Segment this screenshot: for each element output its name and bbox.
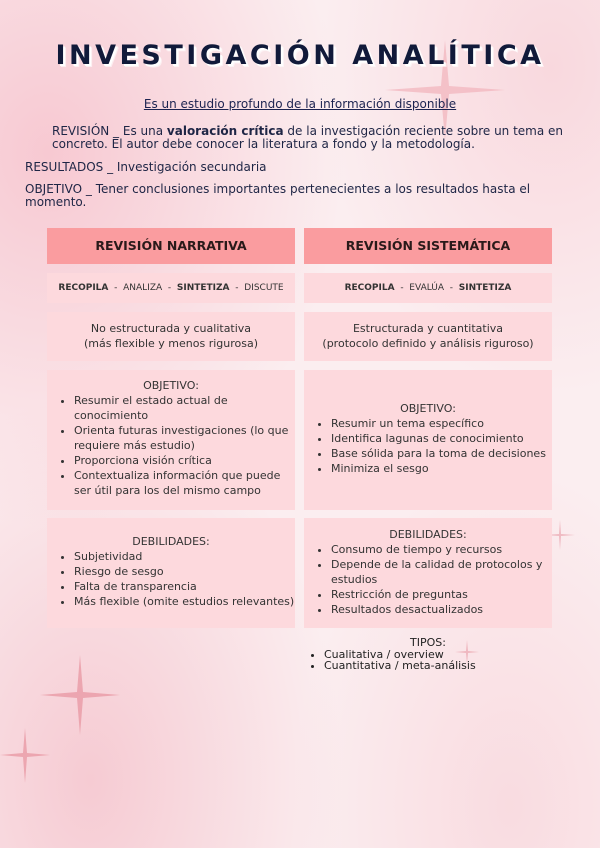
list-item: • Riesgo de sesgo bbox=[74, 564, 295, 579]
debilidades-list bbox=[47, 549, 295, 609]
sistematica-debilidades bbox=[304, 518, 552, 628]
objetivo-list bbox=[47, 393, 295, 498]
objetivo-list bbox=[304, 416, 552, 476]
page-title: INVESTIGACIÓN ANALÍTICA bbox=[55, 40, 545, 71]
step-analiza: ANALIZA bbox=[123, 283, 163, 293]
tipos-title: TIPOS: bbox=[410, 636, 446, 649]
sistematica-objetivo bbox=[304, 370, 552, 510]
list-item: • Resumir un tema específico bbox=[331, 416, 552, 431]
debilidades-list bbox=[304, 542, 552, 617]
narrativa-nature: No estructurada y cualitativa (más flexible y menos rigurosa) bbox=[47, 312, 295, 361]
sistematica-steps: RECOPILA - EVALÚA - SINTETIZA bbox=[304, 273, 552, 303]
list-item: • Resumir el estado actual de conocimiento bbox=[74, 393, 295, 423]
step-recopila: RECOPILA bbox=[58, 283, 109, 293]
debilidades-title: DEBILIDADES: bbox=[389, 528, 467, 541]
narrativa-header: REVISIÓN NARRATIVA bbox=[47, 228, 295, 264]
narrativa-objetivo bbox=[47, 370, 295, 510]
sistematica-nature: Estructurada y cuantitativa (protocolo definido y análisis riguroso) bbox=[304, 312, 552, 361]
revision-rest: de la investigación reciente sobre un tema en bbox=[283, 124, 564, 138]
list-item: • Subjetividad bbox=[74, 549, 295, 564]
sparkle-star-icon bbox=[40, 655, 120, 735]
revision-label: REVISIÓN _ Es una bbox=[52, 124, 167, 138]
list-item: • Falta de transparencia bbox=[74, 579, 295, 594]
revision-paragraph bbox=[52, 125, 572, 151]
list-item: • Orienta futuras investigaciones (lo que requiere más estudio) bbox=[74, 423, 295, 453]
list-item: • Identifica lagunas de conocimiento bbox=[331, 431, 552, 446]
sparkle-star-icon bbox=[0, 728, 50, 783]
sistematica-header: REVISIÓN SISTEMÁTICA bbox=[304, 228, 552, 264]
list-item: • Contextualiza información que puede ser útil para los del mismo campo bbox=[74, 468, 295, 498]
debilidades-title: DEBILIDADES: bbox=[132, 535, 210, 548]
resultados-paragraph: RESULTADOS _ Investigación secundaria bbox=[25, 160, 267, 174]
list-item: • Minimiza el sesgo bbox=[331, 461, 552, 476]
list-item: • Cuantitativa / meta-análisis bbox=[324, 660, 476, 671]
revision-line2: concreto. El autor debe conocer la literatura a fondo y la metodología. bbox=[52, 137, 475, 151]
step-sintetiza: SINTETIZA bbox=[176, 283, 230, 293]
list-item: • Base sólida para la toma de decisiones bbox=[331, 446, 552, 461]
objetivo-title: OBJETIVO: bbox=[143, 379, 199, 392]
list-item: • Resultados desactualizados bbox=[331, 602, 552, 617]
step-recopila: RECOPILA bbox=[344, 283, 395, 293]
tipos-section bbox=[310, 637, 476, 671]
list-item: • Proporciona visión crítica bbox=[74, 453, 295, 468]
list-item: • Consumo de tiempo y recursos bbox=[331, 542, 552, 557]
narrativa-steps: RECOPILA - ANALIZA - SINTETIZA - DISCUTE bbox=[47, 273, 295, 303]
page-subtitle: Es un estudio profundo de la información disponible bbox=[143, 97, 457, 111]
list-item: • Depende de la calidad de protocolos y estudios bbox=[331, 557, 552, 587]
objetivo-line1: OBJETIVO _ Tener conclusiones importantes pertenecientes a los resultados hasta el bbox=[25, 182, 531, 196]
revision-bold: valoración crítica bbox=[166, 124, 284, 138]
step-discute: DISCUTE bbox=[244, 283, 284, 293]
narrativa-debilidades bbox=[47, 518, 295, 628]
objetivo-paragraph bbox=[25, 183, 585, 209]
list-item: • Cualitativa / overview bbox=[324, 649, 476, 660]
list-item: • Restricción de preguntas bbox=[331, 587, 552, 602]
objetivo-title: OBJETIVO: bbox=[400, 402, 456, 415]
list-item: • Más flexible (omite estudios relevantes) bbox=[74, 594, 295, 609]
step-evalua: EVALÚA bbox=[409, 283, 445, 293]
tipos-list bbox=[310, 649, 476, 671]
step-sintetiza: SINTETIZA bbox=[458, 283, 512, 293]
objetivo-line2: momento. bbox=[25, 195, 87, 209]
